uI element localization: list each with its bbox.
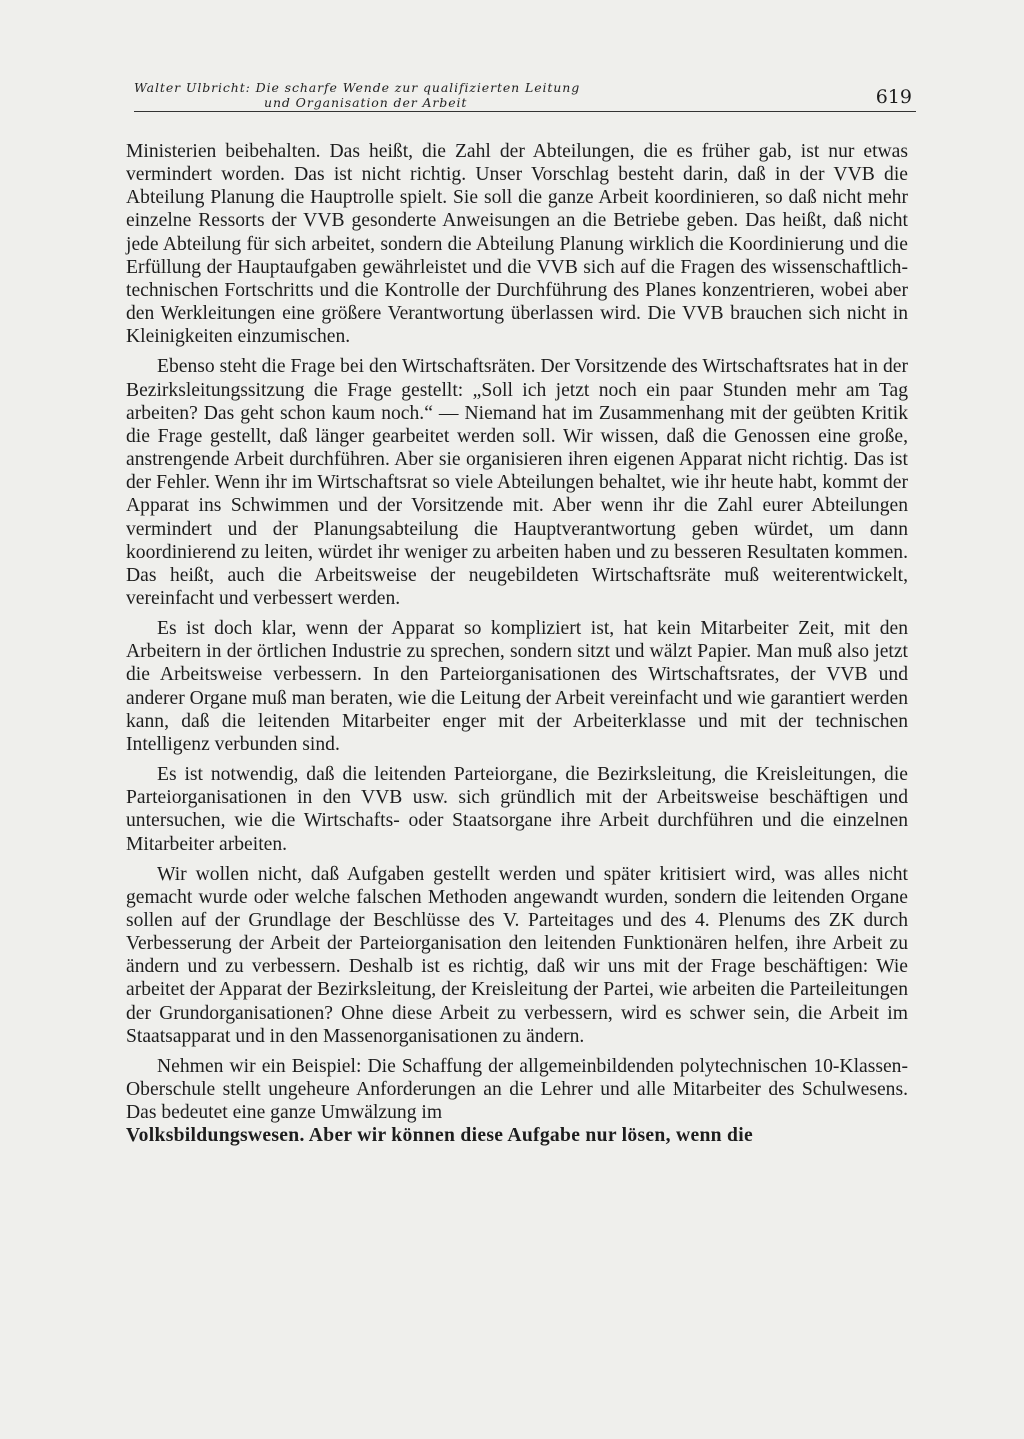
header-rule [134,111,916,112]
paragraph-2: Ebenso steht die Frage bei den Wirtschaftsräten. Der Vorsitzende des Wirtschaftsrates hat in der Bezirksleitungssitzung die Frage gestellt: „Soll ich jetzt noch ein paar Stunden mehr am Tag arbeiten? Das geht schon kaum noch.“ — Niemand hat im Zusammenhang mit der geübten Kritik die Frage gestellt, daß länger gearbeitet werden soll. Wir wissen, daß die Genossen eine große, anstrengende Arbeit durchführen. Aber sie organisieren ihren eigenen Apparat nicht richtig. Das ist der Fehler. Wenn ihr im Wirtschaftsrat so viele Abteilungen behaltet, wie ihr heute habt, kommt der Apparat ins Schwimmen und der Vorsitzende mit. Aber wenn ihr die Zahl eurer Abteilungen vermindert und der Planungsabteilung die Hauptverantwortung geben würdet, um dann koordinierend zu leiten, würdet ihr weniger zu arbeiten haben und zu besseren Resultaten kommen. Das heißt, auch die Arbeitsweise der neugebildeten Wirtschaftsräte muß weiterentwickelt, vereinfacht und verbessert werden. [126,356,908,609]
paragraph-5: Wir wollen nicht, daß Aufgaben gestellt werden und später kritisiert wird, was alles nicht gemacht wurde oder welche falschen Methoden angewandt wurden, sondern die leitenden Organe sollen auf der Grundlage der Beschlüsse des V. Parteitages und des 4. Plenums des ZK durch Verbesserung der Arbeit der Parteiorganisation den leitenden Funktionären helfen, ihre Arbeit zu ändern und zu verbessern. Deshalb ist es richtig, daß wir uns mit der Frage beschäftigen: Wie arbeitet der Apparat der Bezirksleitung, der Kreisleitung der Partei, wie arbeiten die Parteileitungen der Grundorganisationen? Ohne diese Arbeit zu verbessern, wird es schwer sein, die Arbeit im Staatsapparat und in den Massenorganisationen zu ändern. [126,863,908,1047]
paragraph-6: Nehmen wir ein Beispiel: Die Schaffung der allgemeinbildenden polytechnischen 10-Klassen-Oberschule stellt ungeheure Anforderungen an die Lehrer und alle Mitarbeiter des Schulwesens. Das bedeutet eine ganze Umwälzung im [126,1055,908,1124]
running-title [134,80,580,110]
paragraph-4: Es ist notwendig, daß die leitenden Parteiorgane, die Bezirksleitung, die Kreisleitungen, die Parteiorganisationen in den VVB usw. sich gründlich mit der Arbeitsweise beschäftigen und untersuchen, wie die Wirtschafts- oder Staatsorgane ihre Arbeit durchführen und die einzelnen Mitarbeiter arbeiten. [126,764,908,855]
paragraph-3: Es ist doch klar, wenn der Apparat so kompliziert ist, hat kein Mitarbeiter Zeit, mit den Arbeitern in der örtlichen Industrie zu sprechen, sondern sitzt und wälzt Papier. Man muß also jetzt die Arbeitsweise verbessern. In den Parteiorganisationen des Wirtschaftsrates, der VVB und anderer Organe muß man beraten, wie die Leitung der Arbeit vereinfacht und wie garantiert werden kann, daß die leitenden Mitarbeiter enger mit der Arbeiterklasse und mit der technischen Intelligenz verbunden sind. [126,618,908,755]
running-title-line-2: und Organisation der Arbeit [264,95,468,110]
paragraph-7: Volksbildungswesen. Aber wir können diese Aufgabe nur lösen, wenn die [126,1125,753,1147]
page-header [134,80,914,112]
running-title-line-1: Walter Ulbricht: Die scharfe Wende zur qualifizierten Leitung [134,80,581,95]
body-text [126,140,908,1155]
paragraph-1: Ministerien beibehalten. Das heißt, die Zahl der Abteilungen, die es früher gab, ist nur etwas vermindert worden. Das ist nicht richtig. Unser Vorschlag besteht darin, daß in der VVB die Abteilung Planung die Hauptrolle spielt. Sie soll die ganze Arbeit koordinieren, so daß nicht mehr einzelne Ressorts der VVB gesonderte Anweisungen an die Betriebe geben. Das heißt, daß nicht jede Abteilung für sich arbeitet, sondern die Abteilung Planung wirklich die Koordinierung und die Erfüllung der Hauptaufgaben gewährleistet und die VVB sich auf die Fragen des wissenschaftlich-technischen Fortschritts und die Kontrolle der Durchführung des Planes konzentrieren, wobei aber den Werkleitungen eine größere Verantwortung überlassen wird. Die VVB brauchen sich nicht in Kleinigkeiten einzumischen. [126,141,908,348]
page-number: 619 [875,86,912,108]
